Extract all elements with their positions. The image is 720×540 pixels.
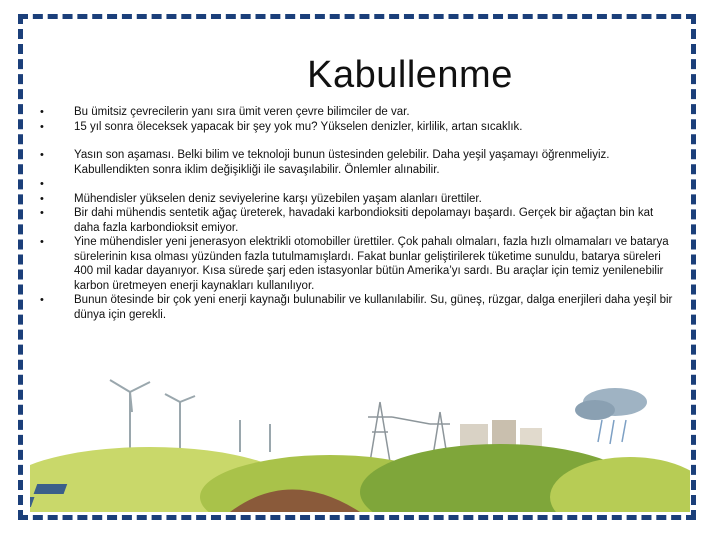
landscape-illustration [30,372,690,512]
bullet-item: • Mühendisler yükselen deniz seviyelerine karşı yüzebilen yaşam alanları ürettiler. [40,192,680,207]
bullet-item: • Bir dahi mühendis sentetik ağaç üreterek, havadaki karbondioksiti depolamayı başardı. Gerçek bir ağaçtan bin kat daha fazla karbondioksit emiyor. [40,206,680,235]
rain-cloud [575,388,647,444]
bullet-item: • Bunun ötesinde bir çok yeni enerji kaynağı bulunabilir ve kullanılabilir. Su, güneş, rüzgar, dalga enerjileri daha yeşil bir dünya için gerekli. [40,293,680,322]
bullet-list [40,105,680,322]
bullet-item: • Bu ümitsiz çevrecilerin yanı sıra ümit veren çevre bilimciler de var. [40,105,680,120]
bullet-item: • 15 yıl sonra öleceksek yapacak bir şey yok mu? Yükselen denizler, kirlilik, artan sıcaklık. [40,120,680,135]
bullet-item: • Yine mühendisler yeni jenerasyon elektrikli otomobiller ürettiler. Çok pahalı olmaları, fazla hızlı olmamaları ve batarya sürelerinin kısa olması yüzünden fazla tutulmamışlardı. Fakat bunlar geliştirilerek tüketime sunuldu, batarya süreleri 400 mil kadar dayanıyor. Kısa sürede şarj eden istasyonlar bütün Amerika’yı sardı. Bu araçlar için temiz yenilenebilir karbon üretmeyen enerji kaynakları kullanılıyor. [40,235,680,293]
slide-title: Kabullenme [307,54,513,96]
wind-turbines [110,380,270,452]
hills [30,444,690,512]
bullet-item-empty [40,177,680,192]
bullet-item: • Yasın son aşaması. Belki bilim ve teknoloji bunun üstesinden gelebilir. Daha yeşil yaşamayı öğrenmeliyiz. Kabullendikten sonra iklim değişikliği ile savaşılabilir. Önlemler alınabilir. [40,148,680,177]
